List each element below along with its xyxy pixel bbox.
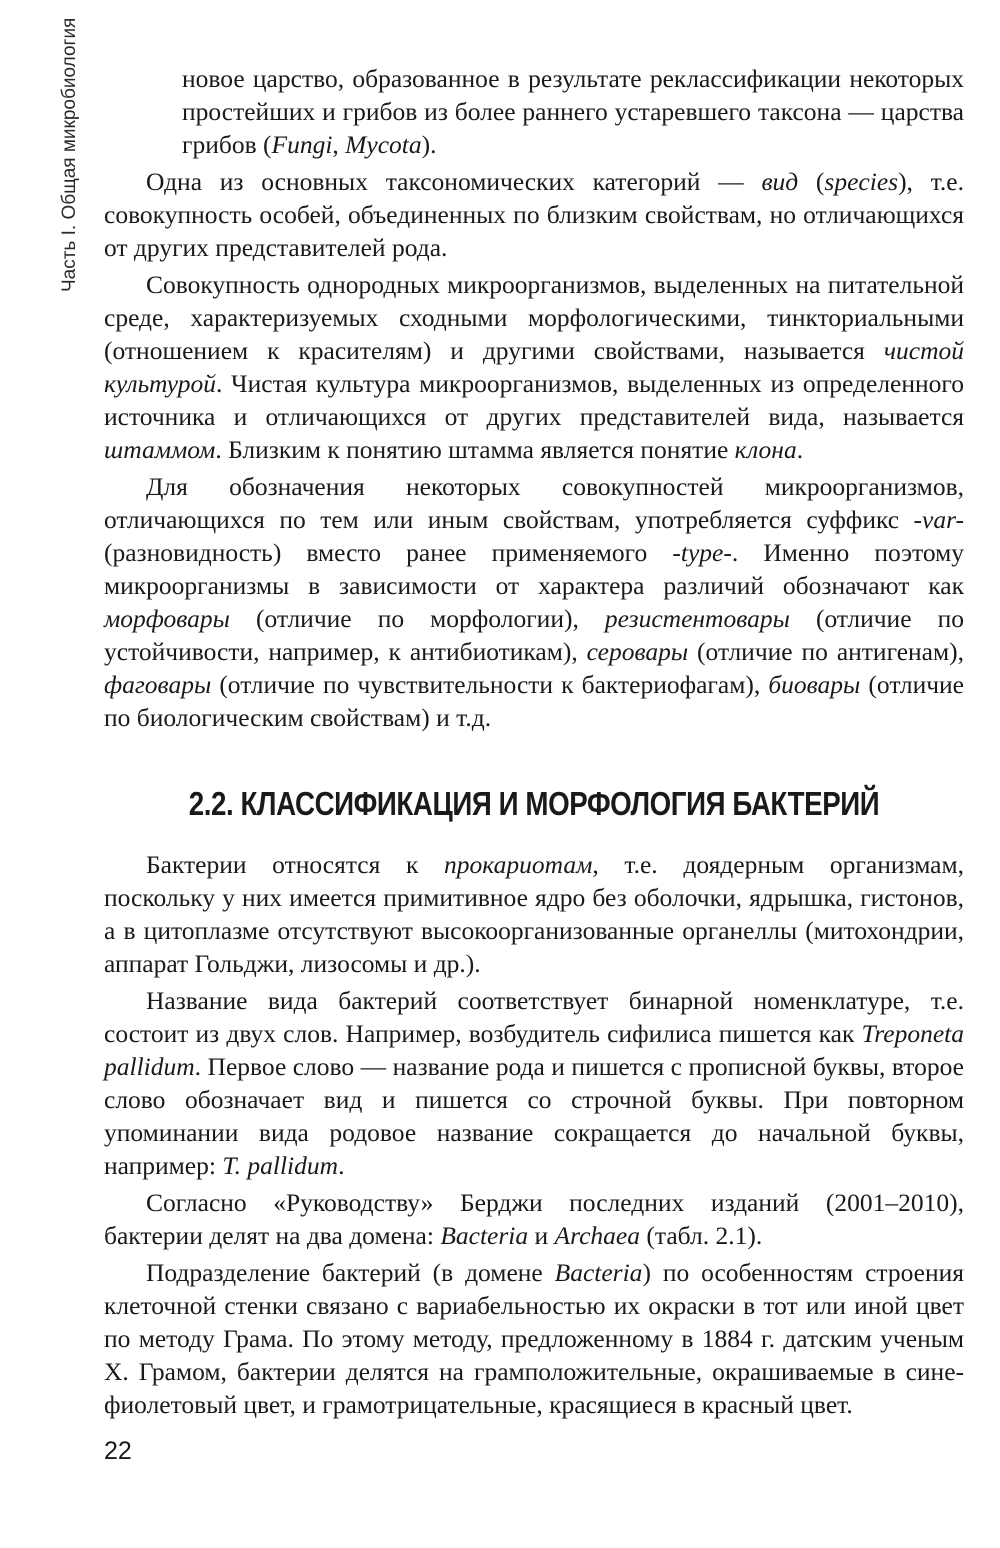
paragraph-continuation: новое царство, образованное в результате реклассификации некоторых простейших и грибов из более раннего устаревшего таксона — царства грибов (Fungi, Mycota). bbox=[182, 64, 964, 159]
page-body bbox=[104, 62, 964, 1425]
section-heading: 2.2. КЛАССИФИКАЦИЯ И МОРФОЛОГИЯ БАКТЕРИЙ bbox=[188, 785, 880, 822]
paragraph-gram-stain: Подразделение бактерий (в домене Bacteria) по особенностям строения клеточной стенки связано с вариабельностью их окраски в тот или иной цвет по методу Грама. По этому методу, предложенному в 1884 г. датским ученым Х. Грамом, бактерии делятся на грамположительные, окрашиваемые в сине-фиолетовый цвет, и грамотрицательные, красящиеся в красный цвет. bbox=[104, 1258, 964, 1419]
paragraph-pure-culture: Совокупность однородных микроорганизмов, выделенных на питательной среде, характеризуемых сходными морфологическими, тинкториальными (отношением к красителям) и другими свойствами, называется чистой культурой. Чистая культура микроорганизмов, выделенных из определенного источника и отличающихся от других представителей вида, называется штаммом. Близким к понятию штамма является понятие клона. bbox=[104, 270, 964, 464]
page-number: 22 bbox=[104, 1437, 132, 1465]
paragraph-binary-nomenclature: Название вида бактерий соответствует бинарной номенклатуре, т.е. состоит из двух слов. Например, возбудитель сифилиса пишется как Treponeta pallidum. Первое слово — название рода и пишется с прописной буквы, второе слово обозначает вид и пишется со строчной буквы. При повторном упоминании вида родовое название сокращается до начальной буквы, например: T. pallidum. bbox=[104, 986, 964, 1180]
paragraph-var-suffix: Для обозначения некоторых совокупностей микроорганизмов, отличающихся по тем или иным свойствам, употребляется суффикс -var- (разновидность) вместо ранее применяемого -type-. Именно поэтому микроорганизмы в зависимости от характера различий обозначают как морфовары (отличие по морфологии), резистентовары (отличие по устойчивости, например, к антибиотикам), серовары (отличие по антигенам), фаговары (отличие по чувствительности к бактериофагам), биовары (отличие по биологическим свойствам) и т.д. bbox=[104, 472, 965, 732]
paragraph-species: Одна из основных таксономических категорий — вид (species), т.е. совокупность особей, объединенных по близким свойствам, но отличающихся от других представителей рода. bbox=[104, 167, 964, 262]
paragraph-domains: Согласно «Руководству» Берджи последних изданий (2001–2010), бактерии делят на два домена: Bacteria и Archaea (табл. 2.1). bbox=[104, 1188, 964, 1250]
running-head: Часть I. Общая микробиология bbox=[59, 17, 80, 292]
paragraph-prokaryotes: Бактерии относятся к прокариотам, т.е. доядерным организмам, поскольку у них имеется примитивное ядро без оболочки, ядрышка, гистонов, а в цитоплазме отсутствуют высокоорганизованные органеллы (митохондрии, аппарат Гольджи, лизосомы и др.). bbox=[104, 850, 965, 978]
